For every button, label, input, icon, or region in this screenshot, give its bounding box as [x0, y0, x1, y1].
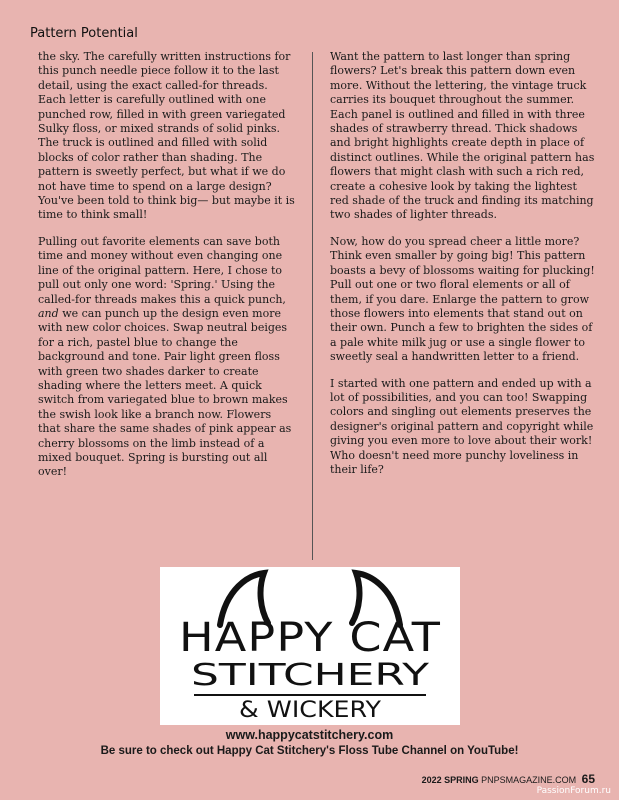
logo-line-3: & WICKERY [239, 698, 382, 723]
section-title: Pattern Potential [30, 26, 138, 41]
website-link[interactable]: www.happycatstitchery.com [225, 728, 394, 742]
page-footer [422, 772, 595, 786]
column-divider [312, 52, 313, 560]
emphasis-and: and [38, 306, 59, 320]
left-paragraph-2-a: Pulling out favorite elements can save both time and money without even changing one line of the original pattern. Here, I chose to pull out only one word: 'Spring.' Using the called-for threads makes this a quick punch, [38, 234, 286, 306]
left-column [38, 50, 296, 492]
logo-line-2: STITCHERY [191, 658, 430, 693]
logo-line-1: HAPPY CAT [179, 615, 441, 661]
footer-magazine: PNPSMAGAZINE.COM [481, 775, 577, 785]
promo-text: Be sure to check out Happy Cat Stitchery's Floss Tube Channel on YouTube! [100, 745, 519, 757]
happy-cat-logo [160, 567, 460, 725]
watermark: PassionForum.ru [536, 786, 611, 796]
page-number: 65 [581, 772, 595, 786]
left-paragraph-1: the sky. The carefully written instructions for this punch needle piece follow it to the last detail, using the exact called-for threads. Each letter is carefully outlined with one punched row, filled in with green variegated Sulky floss, or mixed strands of solid pinks. The truck is outlined and filled with solid blocks of color rather than shading. The pattern is sweetly perfect, but what if we do not have time to spend on a large design? You've been told to think big— but maybe it is time to think small! [38, 50, 295, 222]
right-paragraph-3: I started with one pattern and ended up with a lot of possibilities, and you can too! Swapping colors and singling out elements preserves the designer's original pattern and copyright while giving you even more to love about their work! Who doesn't need more punchy loveliness in their life? [330, 376, 594, 476]
right-column [330, 50, 596, 489]
right-paragraph-1: Want the pattern to last longer than spring flowers? Let's break this pattern down even more. Without the lettering, the vintage truck carries its bouquet throughout the summer. Each panel is outlined and filled in with three shades of strawberry thread. Thick shadows and bright highlights create depth in place of distinct outlines. While the original pattern has flowers that might clash with such a rich red, create a cohesive look by taking the lightest red shade of the truck and finding its matching two shades of lighter threads. [330, 50, 595, 222]
left-paragraph-2 [38, 235, 296, 480]
footer-season: 2022 SPRING [421, 775, 479, 785]
left-paragraph-2-b: we can punch up the design even more with new color choices. Swap neutral beiges for a rich, pastel blue to change the background and tone. Pair light green floss with green two shades darker to create shading where the letters meet. A quick switch from variegated blue to brown makes the swish look like a branch now. Flowers that share the same shades of pink appear as cherry blossoms on the limb instead of a mixed bouquet. Spring is bursting out all over! [38, 306, 292, 479]
right-paragraph-2: Now, how do you spread cheer a little more? Think even smaller by going big! This pattern boasts a bevy of blossoms waiting for plucking! Pull out one or two floral elements or all of them, if you dare. Enlarge the pattern to grow those flowers into elements that stand out on their own. Punch a few to brighten the sides of a pale white milk jug or use a single flower to sweetly seal a handwritten letter to a friend. [330, 234, 595, 364]
